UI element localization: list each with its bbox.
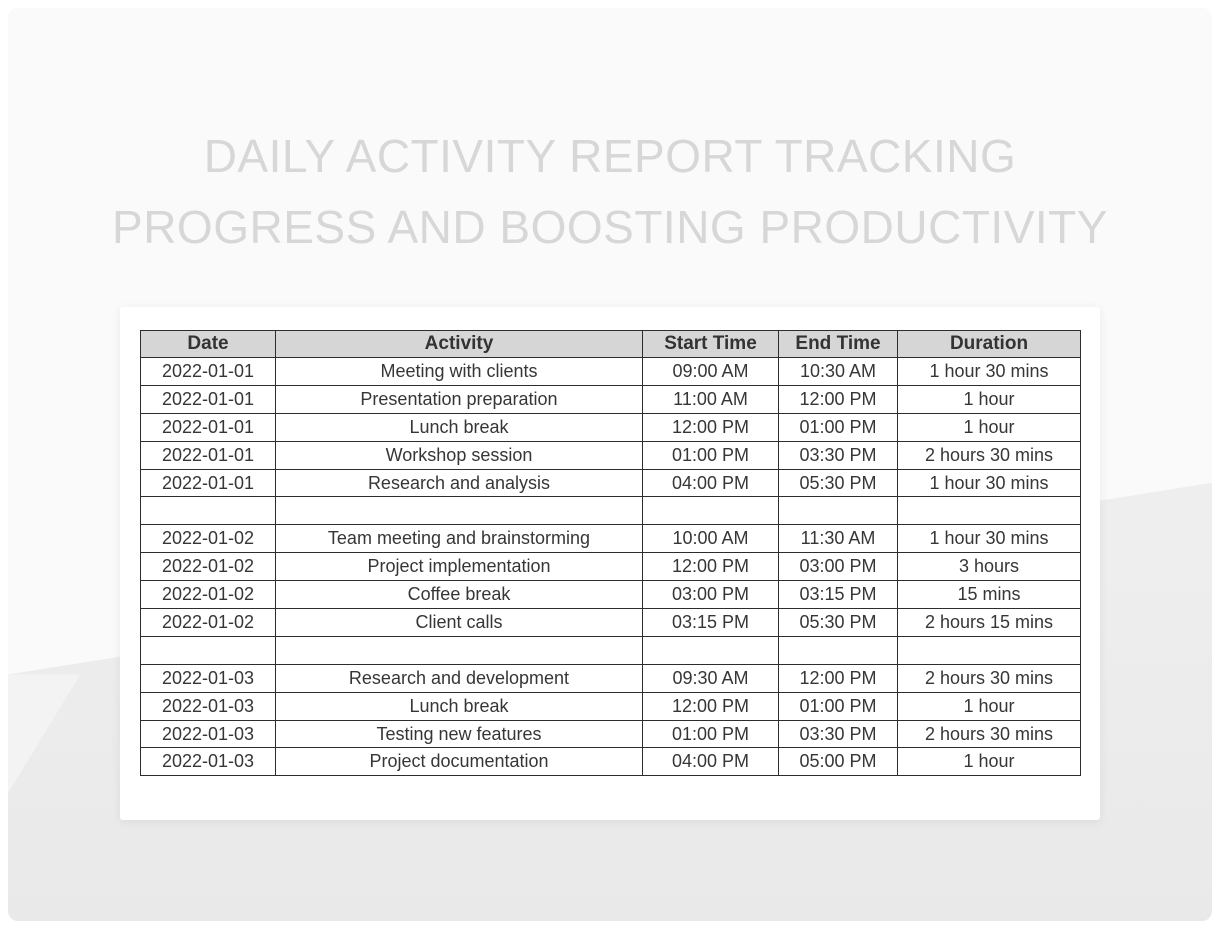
page-background [8,8,1212,921]
table-cell: 03:15 PM [643,609,779,637]
table-cell: 01:00 PM [779,692,898,720]
table-cell: 12:00 PM [643,413,779,441]
table-row [141,553,1081,581]
table-row [141,441,1081,469]
table-cell: Testing new features [276,720,643,748]
table-cell: Research and analysis [276,469,643,497]
table-cell: 2022-01-03 [141,692,276,720]
table-row [141,581,1081,609]
table-cell: 09:30 AM [643,664,779,692]
table-cell: 2022-01-01 [141,469,276,497]
table-cell: 2022-01-03 [141,748,276,776]
table-cell: 2022-01-03 [141,720,276,748]
table-cell: 2022-01-01 [141,358,276,386]
table-cell: 03:30 PM [779,720,898,748]
page-title-line1: DAILY ACTIVITY REPORT TRACKING [203,130,1017,182]
table-cell: Lunch break [276,692,643,720]
table-cell: Meeting with clients [276,358,643,386]
page-title [8,121,1212,263]
table-cell: 01:00 PM [643,441,779,469]
table-cell [276,636,643,664]
table-cell: Project documentation [276,748,643,776]
table-cell: 12:00 PM [779,385,898,413]
table-cell: 01:00 PM [779,413,898,441]
table-header-row [141,331,1081,358]
table-cell: 04:00 PM [643,469,779,497]
column-header: End Time [779,331,898,358]
table-row [141,385,1081,413]
table-cell: 1 hour 30 mins [898,358,1081,386]
table-cell: Client calls [276,609,643,637]
table-cell: 2022-01-02 [141,553,276,581]
table-row [141,525,1081,553]
table-body [141,358,1081,776]
table-cell: 12:00 PM [779,664,898,692]
table-cell [276,497,643,525]
table-cell [643,497,779,525]
table-cell: 05:00 PM [779,748,898,776]
table-cell [141,497,276,525]
table-cell: 04:00 PM [643,748,779,776]
table-row [141,636,1081,664]
table-cell: 1 hour 30 mins [898,525,1081,553]
column-header: Activity [276,331,643,358]
report-card [120,307,1100,820]
table-cell: 03:00 PM [643,581,779,609]
table-row [141,609,1081,637]
table-row [141,692,1081,720]
table-cell: 2 hours 15 mins [898,609,1081,637]
table-cell: 1 hour [898,385,1081,413]
column-header: Duration [898,331,1081,358]
table-cell: 2 hours 30 mins [898,720,1081,748]
table-cell: 09:00 AM [643,358,779,386]
table-cell: 1 hour [898,413,1081,441]
table-cell: Research and development [276,664,643,692]
table-cell: Coffee break [276,581,643,609]
table-cell: 2022-01-01 [141,385,276,413]
table-cell [141,636,276,664]
table-row [141,469,1081,497]
table-cell: 05:30 PM [779,609,898,637]
table-cell [898,636,1081,664]
table-cell: 2022-01-02 [141,581,276,609]
column-header: Date [141,331,276,358]
table-cell [779,636,898,664]
column-header: Start Time [643,331,779,358]
table-cell [643,636,779,664]
table-cell [898,497,1081,525]
table-cell: 03:30 PM [779,441,898,469]
table-cell: 2022-01-02 [141,525,276,553]
table-cell: Workshop session [276,441,643,469]
table-cell: 12:00 PM [643,553,779,581]
table-cell: 03:00 PM [779,553,898,581]
table-cell: 10:30 AM [779,358,898,386]
table-cell: 11:00 AM [643,385,779,413]
table-cell: 03:15 PM [779,581,898,609]
table-cell [779,497,898,525]
table-cell: 2 hours 30 mins [898,441,1081,469]
table-cell: 11:30 AM [779,525,898,553]
table-cell: Lunch break [276,413,643,441]
table-row [141,664,1081,692]
table-cell: 1 hour [898,692,1081,720]
table-cell: Presentation preparation [276,385,643,413]
table-cell: 2022-01-01 [141,441,276,469]
table-row [141,413,1081,441]
table-cell: 10:00 AM [643,525,779,553]
table-cell: 2022-01-02 [141,609,276,637]
table-row [141,497,1081,525]
table-row [141,358,1081,386]
activity-table [140,330,1081,776]
table-cell: 2022-01-01 [141,413,276,441]
table-cell: Project implementation [276,553,643,581]
table-row [141,748,1081,776]
table-cell: 2022-01-03 [141,664,276,692]
table-cell: 1 hour 30 mins [898,469,1081,497]
table-cell: Team meeting and brainstorming [276,525,643,553]
table-cell: 05:30 PM [779,469,898,497]
table-cell: 3 hours [898,553,1081,581]
table-cell: 12:00 PM [643,692,779,720]
table-cell: 01:00 PM [643,720,779,748]
table-cell: 15 mins [898,581,1081,609]
table-cell: 1 hour [898,748,1081,776]
table-row [141,720,1081,748]
page-title-line2: PROGRESS AND BOOSTING PRODUCTIVITY [112,201,1108,253]
table-cell: 2 hours 30 mins [898,664,1081,692]
